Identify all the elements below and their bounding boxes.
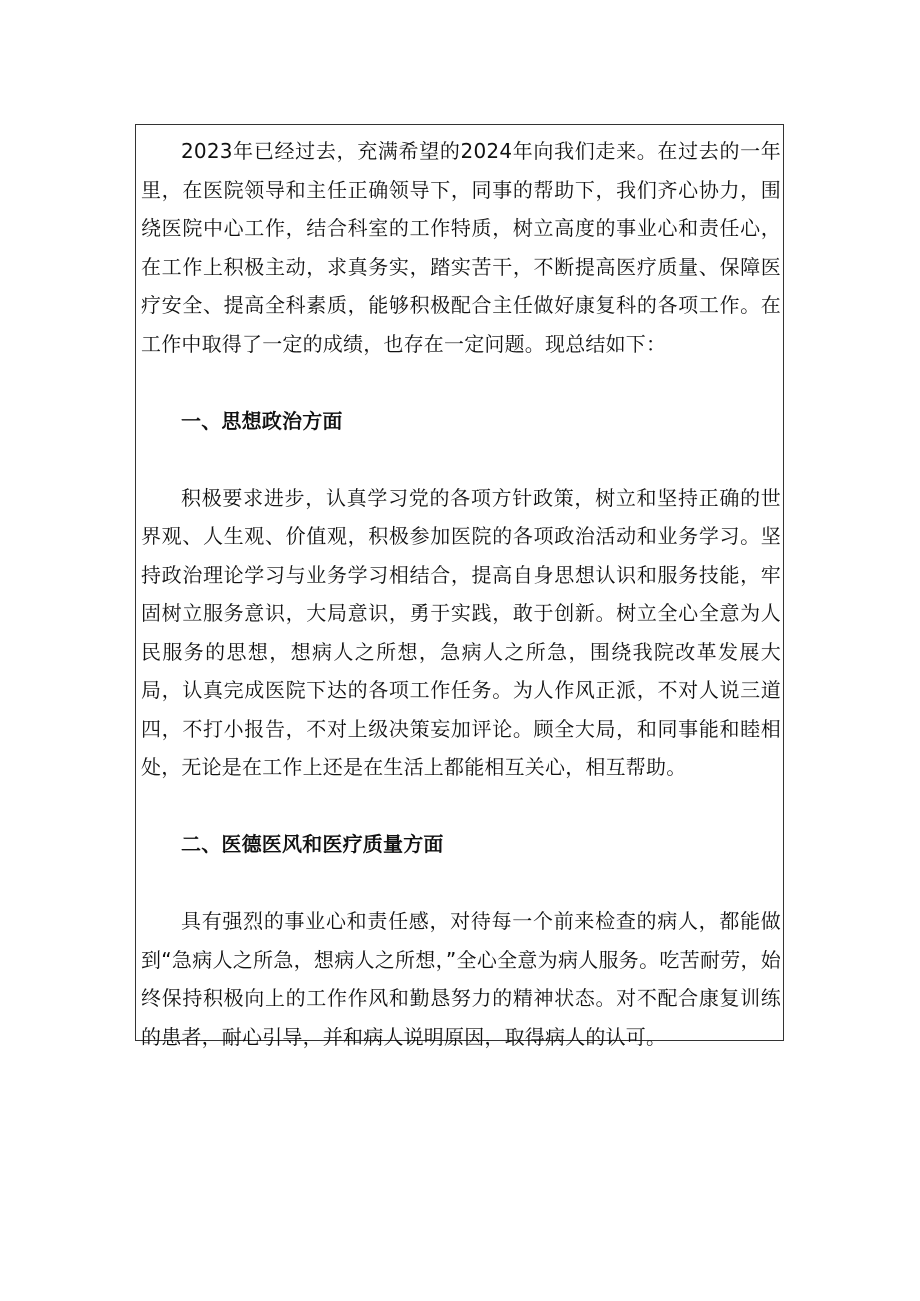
section1-paragraph: 积极要求进步，认真学习党的各项方针政策，树立和坚持正确的世界观、人生观、价值观，积极参加医院的各项政治活动和业务学习。坚持政治理论学习与业务学习相结合，提高自身思想认识和服务技能，牢固树立服务意识，大局意识，勇于实践，敢于创新。树立全心全意为人民服务的思想，想病人之所想，急病人之所急，围绕我院改革发展大局，认真完成医院下达的各项工作任务。为人作风正派，不对人说三道四，不打小报告，不对上级决策妄加评论。顾全大局，和同事能和睦相处，无论是在工作上还是在生活上都能相互关心，相互帮助。 [141,485,781,779]
section2-paragraph: 具有强烈的事业心和责任感，对待每一个前来检查的病人，都能做到“急病人之所急，想病人之所想，”全心全意为病人服务。吃苦耐劳，始终保持积极向上的工作作风和勤恳努力的精神状态。对不配合康复训练的患者，耐心引导，并和病人说明原因，取得病人的认可。 [141,909,781,1049]
spacer [141,864,781,903]
section2-heading: 二、医德医风和医疗质量方面 [181,832,444,856]
spacer [141,440,781,479]
spacer [141,787,781,826]
section1-heading: 一、思想政治方面 [181,408,343,433]
intro-paragraph: 2023年已经过去，充满希望的2024年向我们走来。在过去的一年里，在医院领导和主任正确领导下，同事的帮助下，我们齐心协力，围绕医院中心工作，结合科室的工作特质，树立高度的事业心和责任心，在工作上积极主动，求真务实，踏实苦干，不断提高医疗质量、保障医疗安全、提高全科素质，能够积极配合主任做好康复科的各项工作。在工作中取得了一定的成绩，也存在一定问题。现总结如下： [141,139,781,356]
spacer [141,363,781,402]
document-body [141,132,781,1056]
document-frame [135,124,784,1049]
